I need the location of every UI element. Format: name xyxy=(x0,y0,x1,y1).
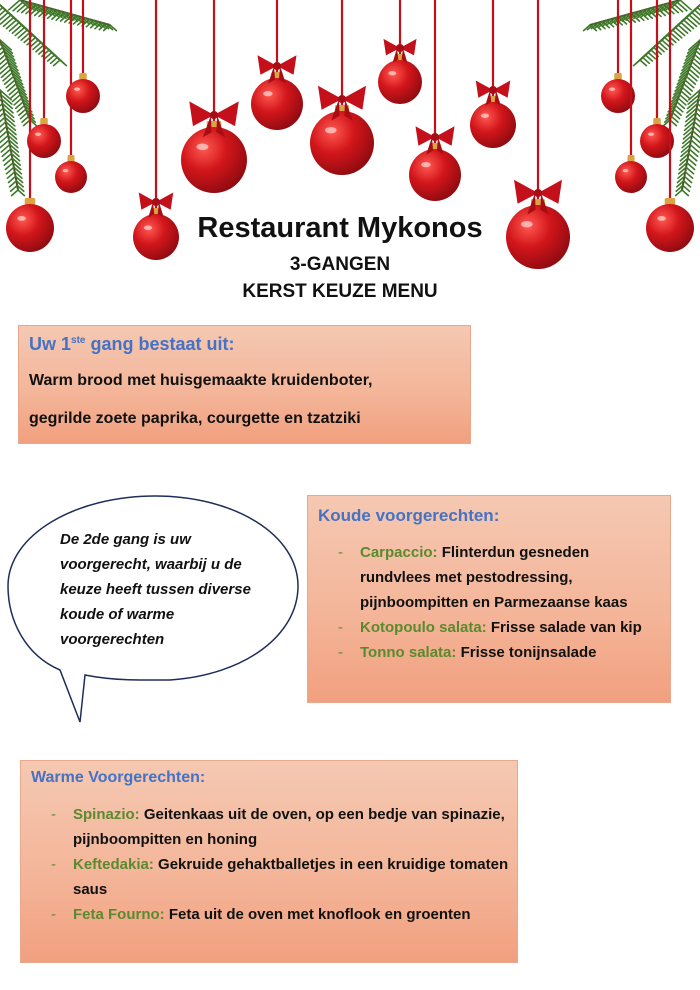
list-item xyxy=(51,802,511,852)
dish-name: Spinazio: xyxy=(73,806,140,823)
dash-bullet: - xyxy=(338,544,343,561)
dish-description: Gekruide gehaktballetjes in een kruidige tomaten saus xyxy=(73,856,509,898)
dish-description: Geitenkaas uit de oven, op een bedje van spinazie, pijnboompitten en honing xyxy=(73,806,505,848)
warm-starters-heading: Warme Voorgerechten: xyxy=(31,769,206,786)
ornament xyxy=(409,0,461,201)
heading-text: Uw 1 xyxy=(29,334,72,354)
ornament xyxy=(181,0,247,193)
menu-subtitle-courses: 3-GANGEN xyxy=(289,254,391,275)
dish-name: Tonno salata: xyxy=(360,644,457,661)
dish-description: Frisse tonijnsalade xyxy=(456,644,597,661)
pine-needles xyxy=(0,90,24,196)
dish-description: Frisse salade van kip xyxy=(486,619,642,636)
list-item xyxy=(338,540,658,615)
list-item xyxy=(338,615,658,640)
pine-needles xyxy=(584,0,692,31)
cold-starters-list xyxy=(338,540,658,665)
ornament xyxy=(470,0,516,148)
ornament xyxy=(310,0,374,175)
warm-starters-box xyxy=(20,760,518,963)
dish-name: Keftedakia: xyxy=(73,856,154,873)
restaurant-title: Restaurant Mykonos xyxy=(197,212,483,244)
cold-starters-heading: Koude voorgerechten: xyxy=(318,506,500,525)
pine-needles xyxy=(9,0,117,31)
dash-bullet: - xyxy=(338,644,343,661)
heading-superscript: ste xyxy=(71,335,86,346)
dish-name: Carpaccio: xyxy=(360,544,438,561)
ornament xyxy=(27,0,61,158)
list-item xyxy=(338,640,658,665)
ornament xyxy=(378,0,422,104)
speech-bubble-text: De 2de gang is uw voorgerecht, waarbij u de keuze heeft tussen diverse koude of warme voorgerechten xyxy=(60,531,251,648)
cold-starters-box xyxy=(307,495,671,703)
dash-bullet: - xyxy=(51,906,56,923)
pine-needles xyxy=(676,90,700,196)
list-item xyxy=(51,852,511,902)
warm-starters-list xyxy=(51,802,511,927)
first-course-box xyxy=(18,325,471,444)
first-course-line-2: gegrilde zoete paprika, courgette en tzatziki xyxy=(29,410,361,427)
dash-bullet: - xyxy=(51,806,56,823)
dish-name: Kotopoulo salata: xyxy=(360,619,487,636)
heading-text-end: gang bestaat uit: xyxy=(85,334,235,354)
dish-description: Flinterdun gesneden rundvlees met pestodressing, pijnboompitten en Parmezaanse kaas xyxy=(360,544,628,611)
dash-bullet: - xyxy=(51,856,56,873)
dish-description: Feta uit de oven met knoflook en groenten xyxy=(164,906,471,923)
dish-name: Feta Fourno: xyxy=(73,906,165,923)
ornament xyxy=(251,0,303,130)
first-course-heading xyxy=(29,334,234,355)
dash-bullet: - xyxy=(338,619,343,636)
first-course-line-1: Warm brood met huisgemaakte kruidenboter, xyxy=(29,372,373,389)
list-item xyxy=(51,902,511,927)
menu-subtitle-christmas: KERST KEUZE MENU xyxy=(242,281,438,302)
